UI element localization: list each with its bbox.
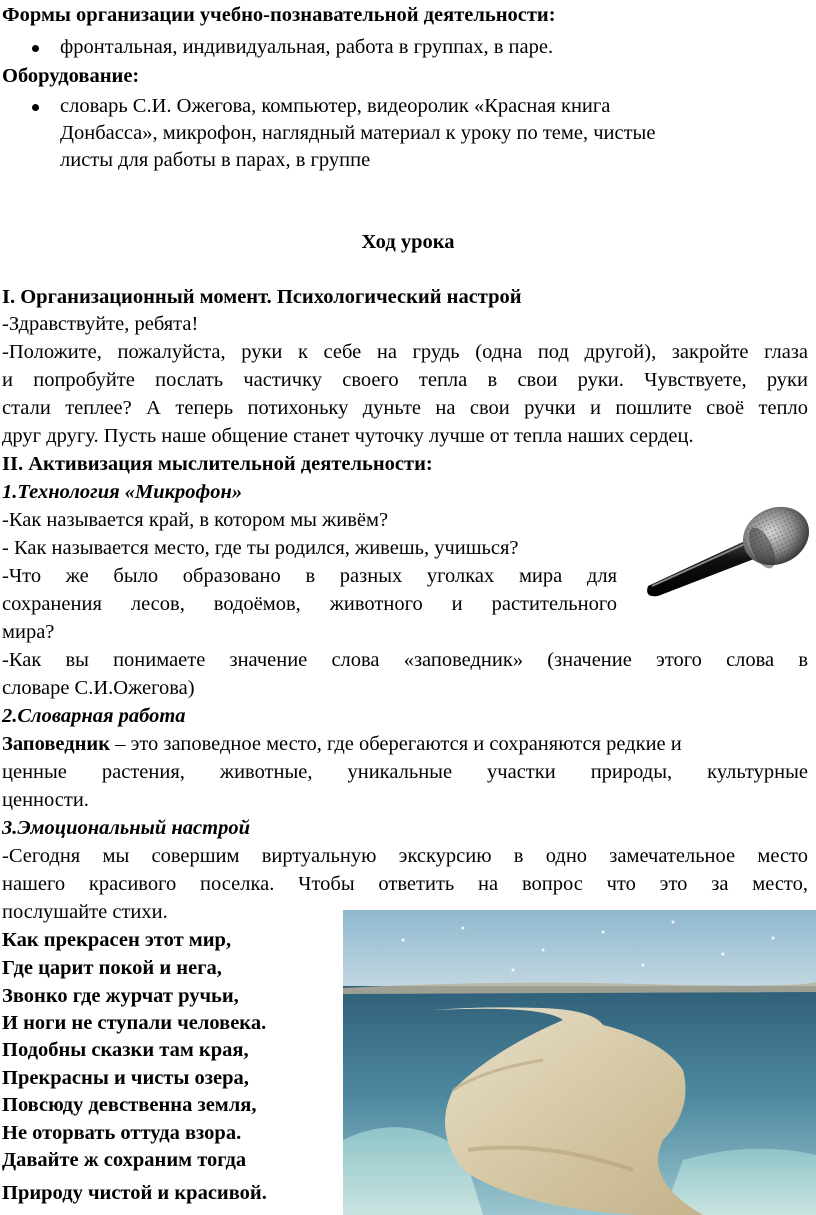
poem-line: Где царит покой и нега,: [2, 957, 222, 979]
definition-text: – это заповедное место, где оберегаются и сохраняются редкие и: [110, 733, 682, 755]
sub1-line: словаре С.И.Ожегова): [2, 677, 195, 699]
definition-first-line: [2, 731, 808, 758]
equipment-line: словарь С.И. Ожегова, компьютер, видеоролик «Красная книга: [60, 95, 611, 117]
sub1-line: мира?: [2, 621, 55, 643]
section1-line: -Положите, пожалуйста, руки к себе на грудь (одна под другой), закройте глаза: [2, 341, 808, 363]
poem-line: Звонко где журчат ручьи,: [2, 985, 239, 1007]
forms-bullet-text: фронтальная, индивидуальная, работа в группах, в паре.: [60, 36, 554, 58]
poem-line: Повсюду девственна земля,: [2, 1094, 257, 1116]
bullet-dot-icon: [32, 45, 39, 52]
equipment-line: Донбасса», микрофон, наглядный материал к уроку по теме, чистые: [60, 122, 656, 144]
poem-line: Подобны сказки там края,: [2, 1039, 249, 1061]
section1-line: и попробуйте послать частичку своего тепла в свои руки. Чувствуете, руки: [2, 369, 808, 391]
lesson-title: Ход урока: [361, 231, 455, 253]
microphone-image: [640, 500, 816, 600]
poem-line: Как прекрасен этот мир,: [2, 929, 232, 951]
sub1-line: сохранения лесов, водоёмов, животного и растительного: [2, 593, 617, 615]
equipment-line: листы для работы в парах, в группе: [60, 149, 371, 171]
definition-term: Заповедник: [2, 733, 111, 755]
bullet-dot-icon: [32, 104, 39, 111]
sub3-line: -Сегодня мы совершим виртуальную экскурсию в одно замечательное место: [2, 845, 808, 867]
poem-line: Прекрасны и чисты озера,: [2, 1067, 249, 1089]
heading-equipment: Оборудование:: [2, 65, 140, 87]
sub1-line: -Что же было образовано в разных уголках мира для: [2, 565, 617, 587]
section1-line: -Здравствуйте, ребята!: [2, 313, 199, 335]
sub3-line: нашего красивого поселка. Чтобы ответить на вопрос что это за место,: [2, 873, 808, 895]
sub1-line: -Как вы понимаете значение слова «заповедник» (значение этого слова в: [2, 649, 808, 671]
section1-line: друг другу. Пусть наше общение станет чуточку лучше от тепла наших сердец.: [2, 425, 694, 447]
poem-line: И ноги не ступали человека.: [2, 1012, 267, 1034]
poem-line: Природу чистой и красивой.: [2, 1182, 267, 1204]
sandbar-lake-photo: [343, 910, 816, 1215]
sub1-line: - Как называется место, где ты родился, живешь, учишься?: [2, 537, 519, 559]
poem-line: Не оторвать оттуда взора.: [2, 1122, 242, 1144]
sub3-title: 3.Эмоциональный настрой: [2, 817, 251, 839]
sub1-title: 1.Технология «Микрофон»: [2, 481, 243, 503]
definition-line: ценные растения, животные, уникальные участки природы, культурные: [2, 761, 808, 783]
poem-line: Давайте ж сохраним тогда: [2, 1149, 247, 1171]
section1-line: стали теплее? А теперь потихоньку дуньте на свои ручки и пошлите своё тепло: [2, 397, 808, 419]
sub3-line: послушайте стихи.: [2, 901, 168, 923]
section1-title: I. Организационный момент. Психологический настрой: [2, 286, 522, 308]
section2-title: II. Активизация мыслительной деятельности:: [2, 453, 433, 475]
definition-line: ценности.: [2, 789, 89, 811]
sub1-line: -Как называется край, в котором мы живём?: [2, 509, 389, 531]
heading-forms: Формы организации учебно-познавательной деятельности:: [2, 4, 556, 26]
sub2-title: 2.Словарная работа: [2, 705, 186, 727]
